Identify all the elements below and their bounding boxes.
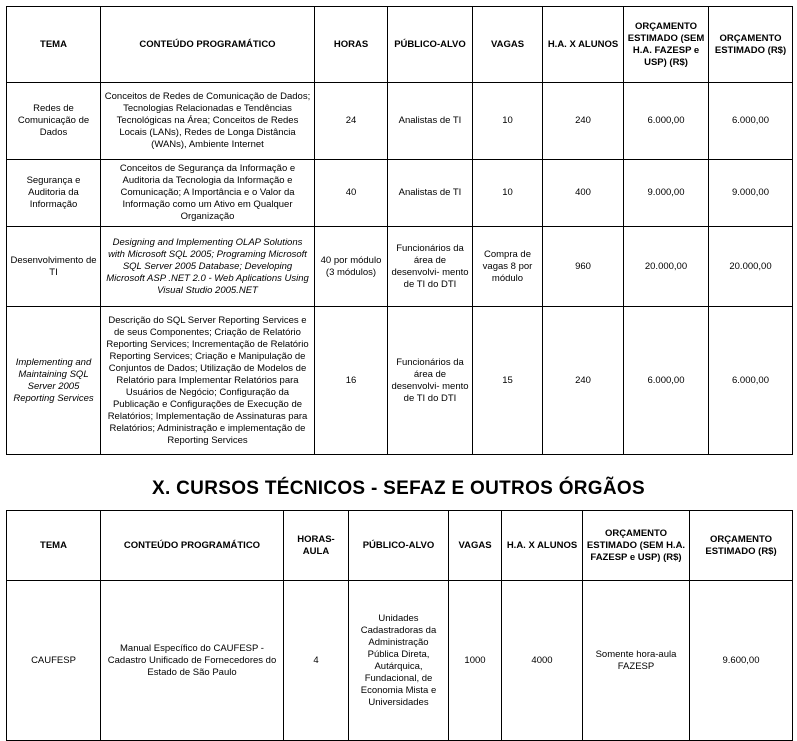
header-publico: PÚBLICO-ALVO xyxy=(388,7,473,83)
cell-tema: Redes de Comunicação de Dados xyxy=(7,83,101,160)
cell-ha: 4000 xyxy=(502,581,583,741)
cell-orc-sem: 9.000,00 xyxy=(624,160,709,227)
cell-conteudo: Conceitos de Segurança da Informação e Auditoria da Tecnologia da Informação e Comunicação; A Importância e o Valor da Informação como um Ativo em Qualquer Organização xyxy=(101,160,315,227)
header-vagas: VAGAS xyxy=(449,511,502,581)
cell-horas: 40 xyxy=(315,160,388,227)
section-title: X. CURSOS TÉCNICOS - SEFAZ E OUTROS ÓRGÃOS xyxy=(152,478,645,499)
cell-orc: 9.000,00 xyxy=(709,160,793,227)
cell-ha: 960 xyxy=(543,227,624,307)
cell-ha: 240 xyxy=(543,83,624,160)
cell-orc-sem: 6.000,00 xyxy=(624,83,709,160)
cell-horas: 24 xyxy=(315,83,388,160)
table-header-row xyxy=(7,511,793,581)
header-tema: TEMA xyxy=(7,511,101,581)
cell-tema: CAUFESP xyxy=(7,581,101,741)
table-row xyxy=(7,227,793,307)
cell-tema: Segurança e Auditoria da Informação xyxy=(7,160,101,227)
cell-publico: Funcionários da área de desenvolvi- mento de TI do DTI xyxy=(388,307,473,455)
cell-ha: 400 xyxy=(543,160,624,227)
table-row xyxy=(7,160,793,227)
header-orc: ORÇAMENTO ESTIMADO (R$) xyxy=(709,7,793,83)
cell-orc-sem: Somente hora-aula FAZESP xyxy=(583,581,690,741)
header-tema: TEMA xyxy=(7,7,101,83)
cell-orc: 6.000,00 xyxy=(709,307,793,455)
header-orc: ORÇAMENTO ESTIMADO (R$) xyxy=(690,511,793,581)
header-orc-sem: ORÇAMENTO ESTIMADO (SEM H.A. FAZESP e USP) (R$) xyxy=(583,511,690,581)
cell-ha: 240 xyxy=(543,307,624,455)
cell-horas: 4 xyxy=(284,581,349,741)
cell-conteudo: Manual Específico do CAUFESP - Cadastro Unificado de Fornecedores do Estado de São Paulo xyxy=(101,581,284,741)
cell-conteudo: Designing and Implementing OLAP Solutions with Microsoft SQL 2005; Programing Microsoft SQL Server 2005 Database; Developing Microsoft ASP .NET 2.0 - Web Aplications Using Visual Studio 2005.NET xyxy=(101,227,315,307)
cell-conteudo: Descrição do SQL Server Reporting Services e de seus Componentes; Criação de Relatório Reporting Services; Incrementação de Relatório Reporting Services; Criação e Manipulação de Conjuntos de Dados; Utilização de Modelos de Relatório para Implementar Relatórios para Usuários de Negócio; Configuração da Publicação e Configurações de Execução de Relatórios; Implementação de Assinaturas para Relatórios; Administração e implementação de Reporting Services xyxy=(101,307,315,455)
cell-horas: 16 xyxy=(315,307,388,455)
cell-orc-sem: 20.000,00 xyxy=(624,227,709,307)
table-header-row xyxy=(7,7,793,83)
header-horas: HORAS-AULA xyxy=(284,511,349,581)
table-row xyxy=(7,307,793,455)
cell-vagas: 1000 xyxy=(449,581,502,741)
courses-table xyxy=(6,6,793,455)
header-orc-sem: ORÇAMENTO ESTIMADO (SEM H.A. FAZESP e USP) (R$) xyxy=(624,7,709,83)
header-vagas: VAGAS xyxy=(473,7,543,83)
header-horas: HORAS xyxy=(315,7,388,83)
cell-conteudo: Conceitos de Redes de Comunicação de Dados; Tecnologias Relacionadas e Tendências Tecnológicas na Área; Conceitos de Redes Locais (LANs), Redes de Longa Distância (WANs), Ambiente Internet xyxy=(101,83,315,160)
technical-courses-table xyxy=(6,510,793,741)
cell-publico: Analistas de TI xyxy=(388,160,473,227)
cell-vagas: 10 xyxy=(473,160,543,227)
header-ha: H.A. X ALUNOS xyxy=(543,7,624,83)
table-row xyxy=(7,83,793,160)
header-conteudo: CONTEÚDO PROGRAMÁTICO xyxy=(101,7,315,83)
cell-publico: Unidades Cadastradoras da Administração Pública Direta, Autárquica, Fundacional, de Economia Mista e Universidades xyxy=(349,581,449,741)
cell-publico: Analistas de TI xyxy=(388,83,473,160)
cell-publico: Funcionários da área de desenvolvi- mento de TI do DTI xyxy=(388,227,473,307)
cell-orc: 20.000,00 xyxy=(709,227,793,307)
cell-horas: 40 por módulo (3 módulos) xyxy=(315,227,388,307)
cell-vagas: 10 xyxy=(473,83,543,160)
header-ha: H.A. X ALUNOS xyxy=(502,511,583,581)
header-conteudo: CONTEÚDO PROGRAMÁTICO xyxy=(101,511,284,581)
cell-orc: 6.000,00 xyxy=(709,83,793,160)
cell-vagas: 15 xyxy=(473,307,543,455)
cell-orc-sem: 6.000,00 xyxy=(624,307,709,455)
header-publico: PÚBLICO-ALVO xyxy=(349,511,449,581)
table-row xyxy=(7,581,793,741)
cell-vagas: Compra de vagas 8 por módulo xyxy=(473,227,543,307)
cell-tema: Implementing and Maintaining SQL Server 2005 Reporting Services xyxy=(7,307,101,455)
cell-orc: 9.600,00 xyxy=(690,581,793,741)
cell-tema: Desenvolvimento de TI xyxy=(7,227,101,307)
